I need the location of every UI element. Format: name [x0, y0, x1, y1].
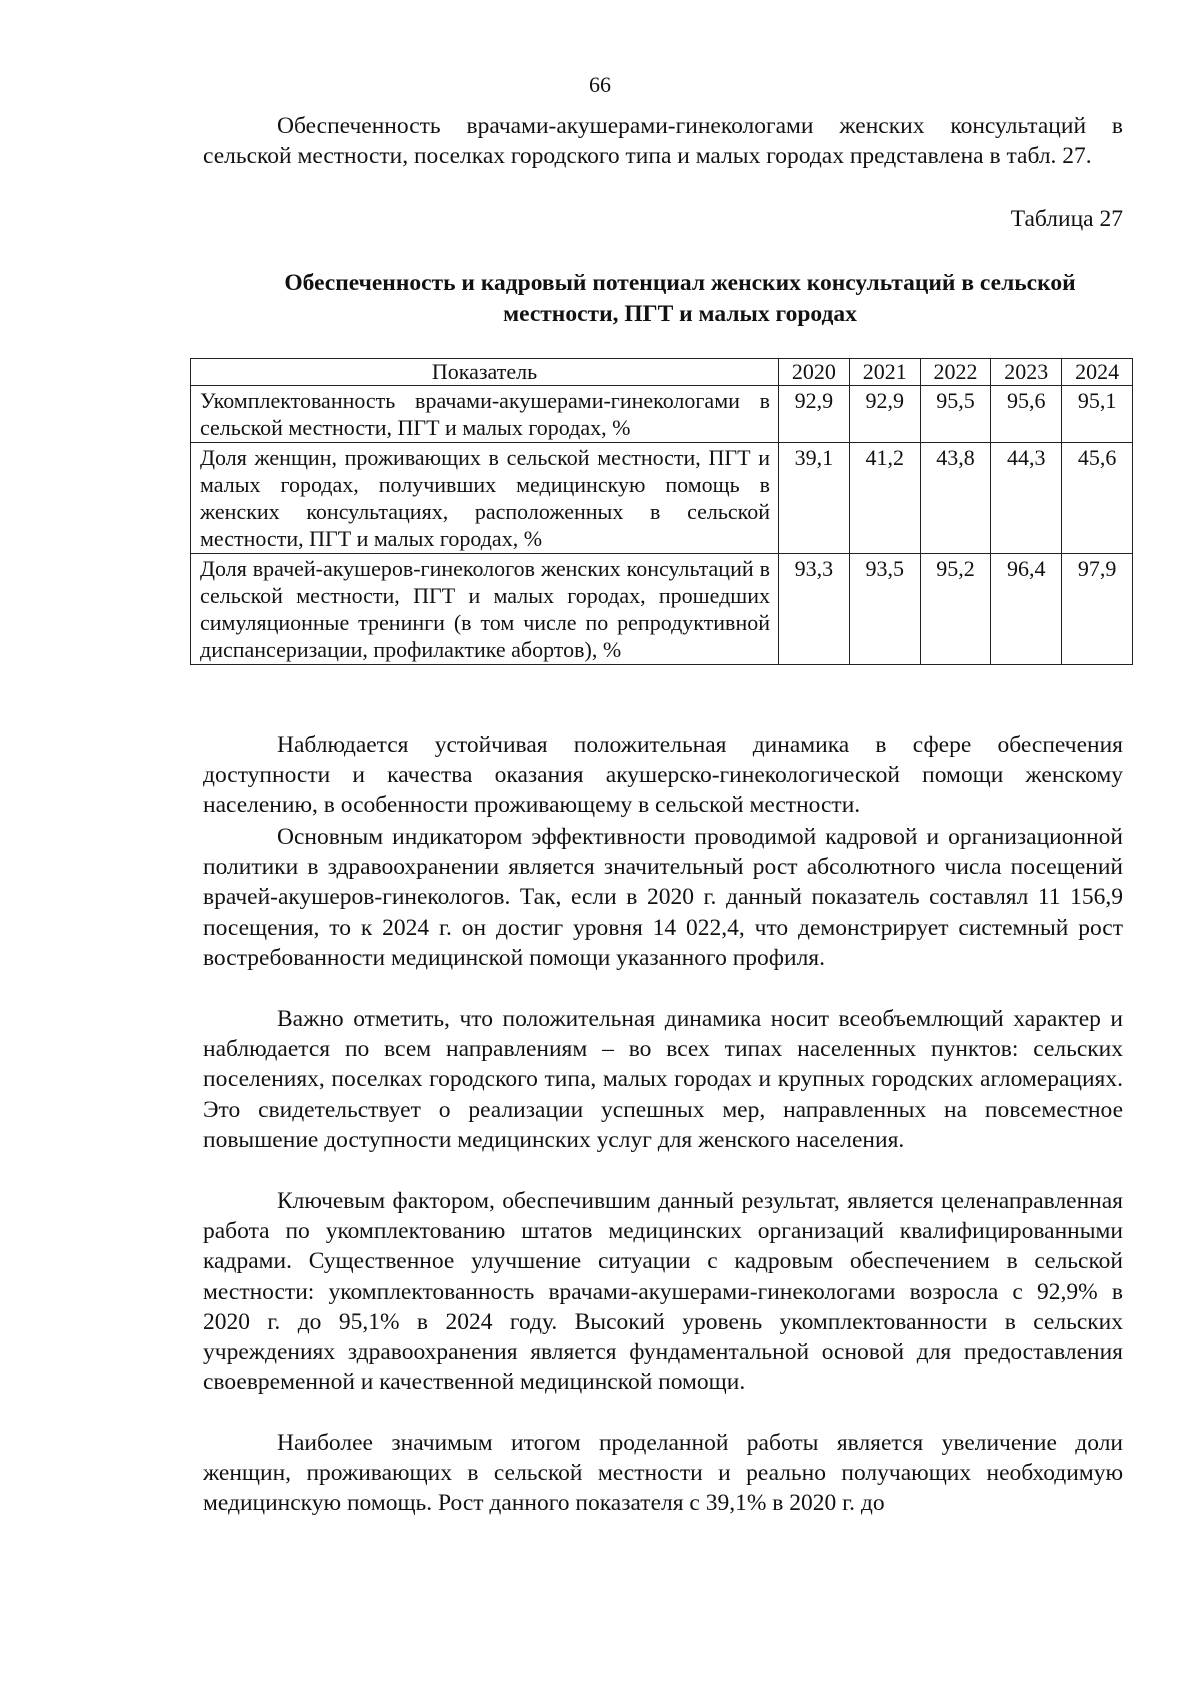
value-cell: 95,1 — [1062, 386, 1133, 443]
value-cell: 95,2 — [920, 554, 991, 665]
table-row — [191, 554, 1133, 665]
value-cell: 92,9 — [849, 386, 920, 443]
body-paragraph: Ключевым фактором, обеспечившим данный результат, является целенаправленная работа по укомплектованию штатов медицинских организаций квалифицированными кадрами. Существенное улучшение ситуации с кадровым обеспечением в сельской местности: укомплектованность врачами-акушерами-гинекологами возросла с 92,9% в 2020 г. до 95,1% в 2024 году. Высокий уровень укомплектованности в сельских учреждениях здравоохранения является фундаментальной основой для предоставления своевременной и качественной медицинской помощи. — [203, 1188, 1123, 1396]
table-title: Обеспеченность и кадровый потенциал женских консультаций в сельской местности, ПГТ и малых городах — [284, 270, 1076, 327]
column-header-year: 2022 — [920, 359, 991, 386]
body-paragraph: Наиболее значимым итогом проделанной работы является увеличение доли женщин, проживающих в сельской местности и реально получающих необходимую медицинскую помощь. Рост данного показателя с 39,1% в 2020 г. до — [203, 1430, 1123, 1517]
value-cell: 93,5 — [849, 554, 920, 665]
table-row — [191, 443, 1133, 554]
data-table — [190, 358, 1133, 665]
value-cell: 96,4 — [991, 554, 1062, 665]
indicator-cell: Доля женщин, проживающих в сельской местности, ПГТ и малых городах, получивших медицинскую помощь в женских консультациях, расположенных в сельской местности, ПГТ и малых городах, % — [191, 443, 779, 554]
body-paragraph: Важно отметить, что положительная динамика носит всеобъемлющий характер и наблюдается по всем направлениям – во всех типах населенных пунктов: сельских поселениях, поселках городского типа, малых городах и крупных городских агломерациях. Это свидетельствует о реализации успешных мер, направленных на повсеместное повышение доступности медицинских услуг для женского населения. — [203, 1006, 1123, 1153]
value-cell: 44,3 — [991, 443, 1062, 554]
column-header-year: 2023 — [991, 359, 1062, 386]
value-cell: 41,2 — [849, 443, 920, 554]
value-cell: 95,6 — [991, 386, 1062, 443]
value-cell: 97,9 — [1062, 554, 1133, 665]
column-header-year: 2024 — [1062, 359, 1133, 386]
value-cell: 39,1 — [779, 443, 850, 554]
indicator-cell: Доля врачей-акушеров-гинекологов женских консультаций в сельской местности, ПГТ и малых городах, прошедших симуляционные тренинги (в том числе по репродуктивной диспансеризации, профилактике абортов), % — [191, 554, 779, 665]
table-header-row — [191, 359, 1133, 386]
indicator-cell: Укомплектованность врачами-акушерами-гинекологами в сельской местности, ПГТ и малых городах, % — [191, 386, 779, 443]
value-cell: 95,5 — [920, 386, 991, 443]
column-header-year: 2020 — [779, 359, 850, 386]
body-paragraph: Наблюдается устойчивая положительная динамика в сфере обеспечения доступности и качества оказания акушерско-гинекологической помощи женскому населению, в особенности проживающему в сельской местности. — [203, 732, 1123, 819]
value-cell: 92,9 — [779, 386, 850, 443]
body-paragraph: Основным индикатором эффективности проводимой кадровой и организационной политики в здравоохранении является значительный рост абсолютного числа посещений врачей-акушеров-гинекологов. Так, если в 2020 г. данный показатель составлял 11 156,9 посещения, то к 2024 г. он достиг уровня 14 022,4, что демонстрирует системный рост востребованности медицинской помощи указанного профиля. — [203, 824, 1123, 971]
table-label: Таблица 27 — [1010, 206, 1123, 232]
value-cell: 43,8 — [920, 443, 991, 554]
value-cell: 93,3 — [779, 554, 850, 665]
table-row — [191, 386, 1133, 443]
intro-paragraph: Обеспеченность врачами-акушерами-гинекологами женских консультаций в сельской местности, поселках городского типа и малых городах представлена в табл. 27. — [203, 113, 1123, 170]
column-header-year: 2021 — [849, 359, 920, 386]
page-number: 66 — [589, 72, 611, 97]
value-cell: 45,6 — [1062, 443, 1133, 554]
column-header-indicator: Показатель — [191, 359, 779, 386]
